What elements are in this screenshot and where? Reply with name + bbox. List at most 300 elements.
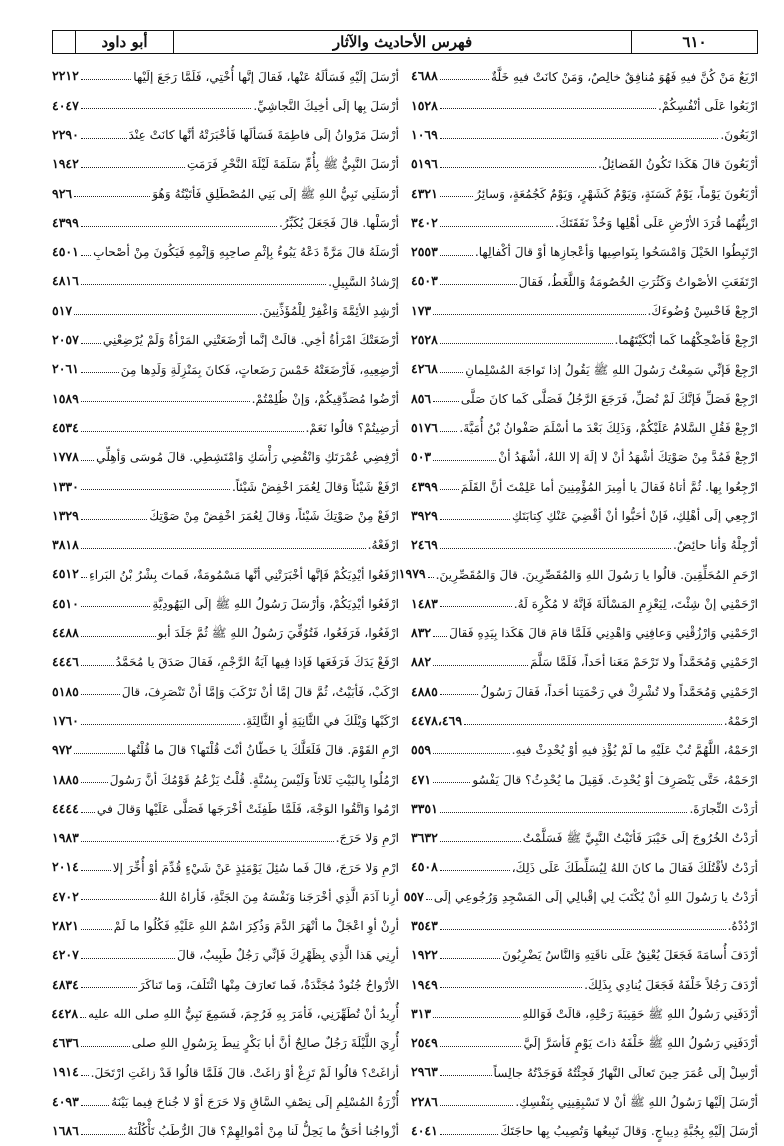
index-entry	[411, 677, 758, 706]
entry-number: ٤٦٨٨	[411, 68, 438, 84]
dot-leader	[440, 1105, 514, 1106]
entry-number: ١٥٨٩	[52, 390, 79, 406]
entry-text: ارْمُلُوا بِالبَيْتِ ثَلاثاً وَلَيْسَ بِسُنَّةٍ. قُلْتُ يَزْعُمُ قَوْمُكَ أنَّ رَسُولَ	[109, 772, 399, 787]
index-entry	[52, 414, 399, 443]
index-entry	[411, 355, 758, 384]
entry-number: ٤٨١٦	[52, 273, 79, 289]
entry-text: ارْتَبِطُوا الخَيْلَ وَامْسَحُوا بِنَواصِيها وَأعْجازِها أوْ قالَ أكْفالِها.	[474, 245, 758, 260]
index-entry	[52, 707, 399, 736]
entry-text: ارْجِعْ فَقُلِ السَّلامُ عَلَيْكُمْ، وَذَلِكَ بَعْدَ ما أسْلَمَ صَفْوانُ بْنُ أُمَيَّةَ.	[459, 421, 758, 436]
dot-leader	[81, 284, 326, 285]
dot-leader	[440, 929, 726, 930]
entry-number: ٨٥٦	[411, 390, 432, 406]
dot-leader	[74, 314, 257, 315]
dot-leader	[440, 1134, 499, 1135]
header-blank-cell	[53, 31, 75, 53]
entry-text: أرْضُوا مُصَدِّقِيكُمْ، وَإنْ ظُلِمْتُمْ.	[251, 391, 399, 406]
entry-number: ٥١٧	[52, 302, 73, 318]
dot-leader	[440, 255, 473, 256]
index-entry	[403, 882, 758, 911]
index-entry	[52, 91, 399, 120]
entry-text: ارْحَمْهُ، اللَّهُمَّ تُبْ عَلَيْهِ ما لَمْ يُؤْذِ فيهِ أوْ يُحْدِثْ فيهِ.	[511, 743, 758, 758]
dot-leader	[440, 606, 512, 607]
entry-text: ارْحَمِ المُحَلِّقِينَ. قالُوا يا رَسُولَ اللهِ وَالمُقَصِّرِينَ. قالَ وَالمُقَصِّرِينَ.	[435, 567, 758, 582]
index-entry	[52, 794, 399, 823]
entry-text: ارْفَعْ يَدَكَ فَرَفَعَها فَإذا فِيها آيَةُ الرَّجْمِ، فَقالَ صَدَقَ يا مُحَمَّدُ	[115, 655, 399, 670]
dot-leader	[426, 899, 432, 900]
dot-leader	[81, 108, 251, 109]
dot-leader	[440, 108, 656, 109]
entry-text: أرْفِضِي عُمْرَتَكِ وَانْقُضِي رَأْسَكِ وَامْتَشِطِي. قالَ مُوسَى وَأهِلِّي	[96, 450, 399, 465]
entry-text: ارْتَفَعَتِ الأصْواتُ وَكَثُرَتِ الخُصُومَةُ وَاللَّغَطُ، فَقالَ	[518, 274, 758, 289]
entry-text: أُرِيدُ أنْ تُطَهِّرَنِي، فَأمَرَ بِهِ فَرُجِمَ، فَسَمِعَ نَبِيُّ اللهِ صلى الله عليه	[88, 1007, 399, 1022]
dot-leader	[81, 606, 150, 607]
index-entry	[52, 208, 399, 237]
entry-text: الأرْواحُ جُنُودٌ مُجَنَّدَةٌ، فَما تَعارَفَ مِنْها ائْتَلَفَ، وَما تَناكَرَ	[138, 977, 399, 992]
entry-text: أرْدَفَنِي رَسُولُ اللهِ ﷺ خَلْفَهُ ذاتَ يَوْمٍ فَأسَرَّ إلَيَّ	[523, 1036, 758, 1051]
entry-text: أرْسَلَ إلَيْهِ فَسَألَهُ عَنْها، فَقالَ إنَّها أُخْتِي، فَلَمَّا رَجَعَ إلَيْها	[133, 69, 399, 84]
dot-leader	[81, 343, 101, 344]
dot-leader	[433, 782, 470, 783]
index-entry	[411, 384, 758, 413]
entry-number: ١٩٤٢	[52, 156, 79, 172]
entry-number: ٤٧٠٢	[52, 888, 79, 904]
entry-number: ١٣٣٠	[52, 478, 79, 494]
entry-text: ارْجِعْ فَاحْسِنْ وُضُوءَكَ.	[647, 303, 758, 318]
dot-leader	[81, 167, 185, 168]
index-entry	[411, 238, 758, 267]
dot-leader	[440, 519, 510, 520]
index-entry	[411, 794, 758, 823]
entry-number: ٩٧٢	[52, 742, 73, 758]
index-entry	[52, 1058, 399, 1087]
entry-number: ٤٨٣٤	[52, 976, 79, 992]
entry-number: ٣٣٥١	[411, 800, 438, 816]
entry-text: أرْبَعُونَ قالَ هَكَذا تَكُونُ الفَضائِلُ.	[597, 157, 758, 172]
entry-text: أزاغَتْ؟ قالُوا لَمْ تَزِغْ أوْ زاغَتْ. قالَ فَلَمَّا قالُوا قَدْ زاغَتِ ارْتَحَلَ.	[90, 1065, 399, 1080]
entry-text: أرْبَعُونَ يَوْماً، يَوْمٌ كَسَنَةٍ، وَيَوْمٌ كَشَهْرٍ، وَيَوْمٌ كَجُمُعَةٍ، وَسائِرُ	[475, 186, 758, 201]
entry-number: ١٥٢٨	[411, 97, 438, 113]
entry-text: أرْجِلْهُ وَأنا حائِضٌ.	[673, 538, 758, 553]
entry-number: ١٧٣	[411, 302, 432, 318]
index-entry	[411, 179, 758, 208]
entry-number: ٤٤٤٦	[52, 654, 79, 670]
dot-leader	[440, 226, 553, 227]
entry-number: ٤٥١٢	[52, 566, 79, 582]
index-entry	[411, 472, 758, 501]
entry-number: ٢٩٦٣	[411, 1064, 438, 1080]
entry-text: ارْحَمْنِي وَمُحَمَّداً ولا تَرْحَمْ مَعَنا أحَداً، فَلَمَّا سَلَّمَ	[530, 655, 758, 670]
entry-number: ١٧٦٠	[52, 712, 79, 728]
entry-number: ٣٦٣٢	[411, 830, 438, 846]
dot-leader	[440, 1046, 522, 1047]
entry-number: ٣٨١٨	[52, 537, 79, 553]
entry-number: ١٨٨٥	[52, 771, 79, 787]
index-entry	[411, 707, 758, 736]
entry-text: أرَدْتَ التِّجارَةَ.	[689, 801, 758, 816]
dot-leader	[81, 782, 108, 783]
dot-leader	[440, 167, 596, 168]
dot-leader	[440, 489, 459, 490]
entry-text: إرْشادُ السَّبِيلِ.	[328, 274, 399, 289]
index-entry	[411, 501, 758, 530]
entry-number: ٩٢٦	[52, 185, 73, 201]
entry-text: أرْدَفَنِي رَسُولُ اللهِ ﷺ حَقِيبَةَ رَحْلِهِ، قالَتْ فَوَاللهِ	[522, 1007, 758, 1022]
dot-leader	[81, 138, 127, 139]
entry-number: ٤٥٣٤	[52, 419, 79, 435]
dot-leader	[81, 724, 240, 725]
entry-number: ٥٠٣	[411, 449, 432, 465]
page-header	[52, 30, 758, 54]
index-entry	[411, 1117, 758, 1146]
dot-leader	[81, 841, 334, 842]
dot-leader	[440, 958, 500, 959]
index-entry	[52, 326, 399, 355]
dot-leader	[428, 577, 434, 578]
index-entry	[411, 414, 758, 443]
dot-leader	[81, 665, 114, 666]
index-entry	[52, 619, 399, 648]
dot-leader	[81, 1046, 130, 1047]
entry-number: ٨٣٢	[411, 625, 432, 641]
index-entry	[411, 765, 758, 794]
entry-number: ١٧٧٨	[52, 449, 79, 465]
book-name: أبو داود	[75, 31, 173, 53]
entry-text: أرْدَفَ رَجُلاً خَلْفَهُ فَجَعَلَ يُنادِي بِذَلِكَ.	[584, 977, 758, 992]
index-entry	[52, 1000, 399, 1029]
entry-text: ارْفَعْهُ.	[367, 538, 399, 553]
entry-text: ارْفَعُوا أيْدِيَكُمْ فَإنَّها أخْبَرَتْنِي أنَّها مَسْمُومَةٌ، فَماتَ بِشْرُ بْنُ البَراءِ	[89, 567, 399, 582]
entry-text: ارْفَعُوا أيْدِيَكُمْ، وَأرْسَلَ رَسُولُ اللهِ ﷺ إلَى اليَهُودِيَّةِ	[152, 596, 399, 611]
entry-number: ٢٢١٢	[52, 68, 79, 84]
dot-leader	[440, 372, 463, 373]
entry-text: أرْسَلْها. قالَ فَجَعَلَ يُكَبِّرُ.	[279, 216, 399, 231]
index-entry	[411, 912, 758, 941]
dot-leader	[81, 79, 131, 80]
entry-number: ٢٨٢١	[52, 918, 79, 933]
left-column	[51, 62, 405, 1139]
index-page	[51, 30, 758, 1139]
index-entry	[411, 267, 758, 296]
index-entry	[411, 208, 758, 237]
dot-leader	[81, 460, 94, 461]
entry-number: ٤٠٤٧	[52, 97, 79, 113]
dot-leader	[440, 196, 473, 197]
dot-leader	[433, 314, 645, 315]
entry-text: أرَدْتُ الخُرُوجَ إلَى خَيْبَرَ فَأتَيْتُ النَّبِيَّ ﷺ فَسَلَّمْتُ	[522, 831, 758, 846]
dot-leader	[433, 1017, 520, 1018]
entry-number: ٣١٣	[411, 1005, 432, 1021]
index-entry	[52, 150, 399, 179]
entry-text: ارْبَعُوا عَلَى أنْفُسِكُمْ.	[658, 98, 758, 113]
entry-number: ٤٥٠١	[52, 244, 79, 260]
entry-text: أرْسَلَ إلَيْها رَسُولُ اللهِ ﷺ أنْ لا تَسْبِقِينِي بِنَفْسِكِ.	[515, 1094, 758, 1109]
dot-leader	[81, 431, 304, 432]
entry-number: ٤٤٧٨،٤٦٩	[411, 712, 463, 728]
entry-number: ٢٥٢٨	[411, 332, 438, 348]
index-entry	[52, 912, 399, 941]
entry-text: ارْجِعْ فَأضْحِكْهُما كَما أبْكَيْتَهُما.	[614, 333, 758, 348]
entry-number: ٢٥٤٩	[411, 1035, 438, 1051]
entry-text: أُزْرَةُ المُسْلِمِ إلَى نِصْفِ السَّاقِ وَلا حَرَجَ أوْ لا جُناحَ فِيما بَيْنَهُ	[111, 1094, 399, 1109]
index-entry	[411, 970, 758, 999]
entry-number: ٢٢٩٠	[52, 126, 79, 142]
entry-text: ارْبِنُّهُما قُرَدَ الأرْضِ عَلَى أهْلِها وَخُذْ نَفَقَتَكَ.	[555, 216, 758, 231]
index-entry	[411, 619, 758, 648]
entry-text: ارْمِ وَلا حَرَجَ.	[335, 831, 399, 846]
dot-leader	[81, 987, 137, 988]
dot-leader	[464, 724, 722, 725]
dot-leader	[440, 284, 517, 285]
dot-leader	[80, 1017, 86, 1018]
entry-number: ١٩١٤	[52, 1064, 79, 1080]
entry-text: ارْفَعُوا، فَرَفَعُوا، فَتُوُفِّيَ رَسُولُ اللهِ ﷺ ثُمَّ جَلَدَ أبو	[157, 626, 399, 641]
index-entry	[52, 560, 399, 589]
index-entry	[52, 677, 399, 706]
entry-text: ارْحَمْهُ، حَتَّى يَنْصَرِفَ أوْ يُحْدِثَ. فَقِيلَ ما يُحْدِثُ؟ قالَ يَفْسُو	[472, 772, 758, 787]
index-entry	[52, 1087, 399, 1116]
dot-leader	[81, 812, 95, 813]
entry-text: أرِنْ أوِ اعْجَلْ ما أنْهَرَ الدَّمَ وَذُكِرَ اسْمُ اللهِ عَلَيْهِ فَكُلُوا ما لَمْ	[113, 919, 399, 934]
dot-leader	[81, 1105, 109, 1106]
right-column	[398, 62, 758, 1139]
index-entry	[411, 824, 758, 853]
index-entry	[52, 296, 399, 325]
index-entry	[411, 531, 758, 560]
index-entry	[411, 1000, 758, 1029]
entry-number: ١٩٨٣	[52, 830, 79, 846]
entry-number: ٤٠٩٣	[52, 1093, 79, 1109]
index-entry	[52, 648, 399, 677]
entry-number: ٤٣٩٩	[411, 478, 438, 494]
dot-leader	[433, 401, 459, 402]
entry-number: ٤٣٩٩	[52, 214, 79, 230]
entry-number: ٤٥٠٨	[411, 859, 438, 875]
entry-number: ٤٠٤١	[411, 1123, 438, 1139]
index-entry	[411, 1058, 758, 1087]
dot-leader	[433, 636, 447, 637]
dot-leader	[81, 899, 157, 900]
entry-number: ٢٠١٤	[52, 859, 79, 875]
index-entry	[52, 970, 399, 999]
entry-number: ٥١٧٦	[411, 419, 438, 435]
dot-leader	[81, 1075, 89, 1076]
entry-number: ٢٠٦١	[52, 361, 79, 377]
entry-text: ارْجِعْ فَصَلِّ فَإنَّكَ لَمْ تُصَلِّ، فَرَجَعَ الرَّجُلُ فَصَلَّى كَما كانَ صَلَّى	[460, 391, 758, 406]
index-entry	[411, 853, 758, 882]
index-entry	[52, 384, 399, 413]
dot-leader	[81, 1134, 126, 1135]
entry-number: ٥١٩٦	[411, 156, 438, 172]
index-entry	[411, 62, 758, 91]
index-entry	[411, 941, 758, 970]
dot-leader	[81, 636, 156, 637]
entry-number: ٣٤٠٢	[411, 214, 438, 230]
dot-leader	[433, 665, 528, 666]
entry-text: ارْحَمْنِي وَارْزُقْنِي وَعافِنِي وَاهْدِنِي فَلَمَّا قامَ قالَ هَكَذا بِيَدِهِ فَقالَ	[449, 626, 758, 641]
dot-leader	[433, 753, 510, 754]
entry-text: ارْحَمْهُ.	[723, 714, 758, 729]
entry-text: أرَدْتُ يا رَسُولَ اللهِ أنْ يُكْتَبَ لِي إقْبالِي إلَى المَسْجِدِ وَرُجُوعِي إلَى	[433, 889, 758, 904]
entry-number: ٢٠٥٧	[52, 332, 79, 348]
index-entry	[52, 501, 399, 530]
entry-text: ارْبَعُونَ.	[720, 128, 758, 143]
entry-number: ١٦٨٦	[52, 1123, 79, 1139]
entry-text: أرْسَلَنِي نَبِيُّ اللهِ ﷺ إلَى بَنِي المُصْطَلِقِ فَأتَيْتُهُ وَهُوَ	[152, 186, 399, 201]
dot-leader	[440, 841, 521, 842]
entry-text: أرْضَعَتْكَ امْرَأةُ أخِي. قالَتْ إنَّما أرْضَعَتْنِي المَرْأةُ وَلَمْ يُرْضِعْنِي	[102, 333, 399, 348]
index-entry	[411, 648, 758, 677]
dot-leader	[440, 870, 510, 871]
entry-text: ارْحَمْنِي وَمُحَمَّداً ولا تُشْرِكْ في رَحْمَتِنا أحَداً، فَقالَ رَسُولُ	[480, 684, 758, 699]
index-entry	[52, 355, 399, 384]
dot-leader	[81, 548, 366, 549]
entry-text: أُرِيَ اللَّيْلَةَ رَجُلٌ صالِحٌ أنَّ أبا بَكْرٍ نِيطَ بِرَسُولِ اللهِ صلى	[131, 1036, 399, 1051]
entry-text: أرْسَلَ النَّبِيُّ ﷺ بِأُمِّ سَلَمَةَ لَيْلَةَ النَّحْرِ فَرَمَتِ	[186, 157, 399, 172]
index-entry	[411, 736, 758, 765]
entry-text: أرْسِلْ إلَى عُمَرَ حِينَ تَعالَى النَّهارُ فَجِئْتُهُ فَوَجَدْتُهُ جالِساً	[493, 1065, 758, 1080]
entry-text: ارْدُدْهُ.	[727, 919, 758, 934]
dot-leader	[81, 958, 175, 959]
index-entry	[411, 121, 758, 150]
dot-leader	[81, 577, 87, 578]
dot-leader	[81, 519, 147, 520]
entry-number: ١٩٢٢	[411, 947, 438, 963]
entry-text: ارْفَعْ شَيْئاً وَقالَ لِعُمَرَ اخْفِضْ شَيْئاً.	[231, 479, 399, 494]
entry-text: ارْمِ وَلا حَرَجَ، قالَ فَما سُئِلَ يَوْمَئِذٍ عَنْ شَيْءٍ قُدِّمَ أوْ أُخِّرَ إلا	[112, 860, 399, 875]
index-entry	[411, 589, 758, 618]
entry-text: أرَدْتُ لأقْتُلَكَ فَقالَ ما كانَ اللهُ لِيُسَلِّطَكَ عَلَى ذَلِكَ،	[511, 860, 758, 875]
entry-number: ١٤٨٣	[411, 595, 438, 611]
dot-leader	[81, 255, 91, 256]
dot-leader	[74, 753, 125, 754]
entry-text: ارْكَبْها وَيْلَكَ في الثَّانِيَةِ أوِ الثَّالِثَةِ.	[242, 714, 399, 729]
index-entry	[52, 238, 399, 267]
index-entry	[52, 121, 399, 150]
dot-leader	[81, 870, 111, 871]
entry-text: ارْمُوا وَاتَّقُوا الوَجْهَ، فَلَمَّا طَفِئَتْ أخْرَجَها فَصَلَّى عَلَيْها وَقالَ في	[96, 801, 399, 816]
index-entry	[52, 443, 399, 472]
entry-text: أرْشِدِ الأئِمَّةَ وَاغْفِرْ لِلْمُؤَذِّنِينَ.	[258, 303, 399, 318]
entry-number: ٥١٨٥	[52, 683, 79, 699]
index-entry	[52, 736, 399, 765]
entry-number: ٢٥٥٣	[411, 244, 438, 260]
dot-leader	[81, 694, 120, 695]
index-entry	[411, 1029, 758, 1058]
dot-leader	[81, 929, 112, 930]
dot-leader	[74, 196, 150, 197]
entry-number: ٣٥٤٣	[411, 918, 438, 933]
index-entry	[411, 443, 758, 472]
index-entry	[52, 853, 399, 882]
dot-leader	[440, 79, 489, 80]
index-entry	[411, 150, 758, 179]
dot-leader	[440, 431, 458, 432]
index-entry	[52, 824, 399, 853]
entry-number: ٥٥٧	[403, 888, 424, 904]
dot-leader	[81, 489, 230, 490]
index-entry	[398, 560, 758, 589]
entry-number: ٤٨٨٥	[411, 683, 438, 699]
index-entry	[52, 1117, 399, 1146]
entry-text: ارْجِعْ فَمُدَّ مِنْ صَوْتِكَ أشْهَدُ أنْ لا إلَهَ إلا اللهُ، أشْهَدُ أنْ	[498, 450, 758, 465]
entry-text: أرِنِي هَذا الَّذِي بِظَهْرِكَ فَإنِّي رَجُلٌ طَبِيبٌ، قالَ	[176, 948, 399, 963]
index-entry	[52, 62, 399, 91]
entry-text: ارْمِ القَوْمَ. قالَ فَلَعَلَّكَ يا حَطّانُ أنْتَ قُلْتَها؟ قالَ ما قُلْتُها	[127, 743, 399, 758]
index-entry	[52, 267, 399, 296]
page-number: ٦١٠	[631, 31, 757, 53]
entry-number: ١٠٦٩	[411, 126, 438, 142]
entry-number: ٥٥٩	[411, 742, 432, 758]
index-entry	[411, 91, 758, 120]
dot-leader	[81, 372, 119, 373]
entry-number: ٤٢٠٧	[52, 947, 79, 963]
entry-number: ٤٥١٠	[52, 595, 79, 611]
entry-number: ٤٤٨٨	[52, 625, 79, 641]
entry-number: ٤٥٠٣	[411, 273, 438, 289]
entry-text: أرْدَفَ أُسامَةَ فَجَعَلَ يُعْنِقُ عَلَى ناقَتِهِ وَالنَّاسُ يَضْرِبُونَ	[502, 948, 758, 963]
entry-text: أرْسَلَ مَرْوانُ إلَى فاطِمَةَ فَسَألَها فَأخْبَرَتْهُ أنَّها كانَتْ عِنْدَ	[128, 128, 399, 143]
entry-text: ارْفَعْ مِنْ صَوْتِكَ شَيْئاً، وَقالَ لِعُمَرَ اخْفِضْ مِنْ صَوْتِكَ	[149, 509, 399, 523]
index-entry	[411, 326, 758, 355]
dot-leader	[81, 226, 277, 227]
index-entry	[411, 296, 758, 325]
index-entry	[52, 179, 399, 208]
dot-leader	[440, 1075, 492, 1076]
entry-text: ارْجِعُوا بِها. ثُمَّ أتاهُ فَقالَ يا أمِيرَ المُؤْمِنِينَ أما عَلِمْتَ أنَّ القَلَمَ	[460, 479, 758, 494]
entry-text: أرْسَلَ بِها إلَى أخِيكَ النَّجاشِيِّ.	[253, 98, 399, 113]
entry-number: ٤٣٢١	[411, 185, 438, 201]
index-entry	[52, 589, 399, 618]
dot-leader	[81, 401, 250, 402]
entry-text: ارْكَبْ، فَأبَيْتُ، ثُمَّ قالَ إمَّا أنْ تَرْكَبَ وَإمَّا أنْ تَنْصَرِفَ، قالَ	[121, 684, 399, 699]
page-title: فهرس الأحاديث والآثار	[173, 31, 631, 53]
index-entry	[411, 1087, 758, 1116]
entry-number: ٢٤٦٩	[411, 537, 438, 553]
dot-leader	[440, 694, 479, 695]
index-columns	[51, 62, 758, 1139]
entry-text: أزْواجُنا أحَقُّ ما يَحِلُّ لَنا مِنْ أمْوالِهِمْ؟ قالَ الرُّطَبُ تَأْكُلْنَهُ	[127, 1124, 399, 1139]
entry-number: ٤٢٦٨	[411, 361, 438, 377]
entry-number: ٤٦٣٦	[52, 1035, 79, 1051]
index-entry	[52, 765, 399, 794]
entry-number: ١٩٤٩	[411, 976, 438, 992]
entry-number: ٣٩٢٩	[411, 507, 438, 523]
entry-text: أرَضِيتُمْ؟ قالُوا نَعَمْ.	[305, 421, 399, 436]
entry-text: ارْجِعِي إلَى أهْلِكِ، فَإنْ أحَبُّوا أنْ أقْضِيَ عَنْكِ كِتابَتَكِ	[512, 509, 758, 523]
index-entry	[52, 472, 399, 501]
entry-number: ٤٤٢٨	[51, 1005, 79, 1021]
entry-text: أرِنا آدَمَ الَّذِي أخْرَجَنا وَنَفْسَهُ مِنَ الجَنَّةِ، فَأراهُ اللهُ	[159, 889, 399, 904]
entry-number: ٨٨٢	[411, 654, 432, 670]
index-entry	[52, 531, 399, 560]
entry-number: ٤٧١	[411, 771, 432, 787]
entry-text: ارْبَعٌ مَنْ كُنَّ فيهِ فَهُوَ مُنافِقٌ خالِصٌ، وَمَنْ كانَتْ فيهِ خَلَّةٌ	[491, 69, 758, 84]
index-entry	[52, 882, 399, 911]
entry-text: ارْحَمْنِي إنْ شِئْتَ، لِيَعْزِمِ المَسْألَةَ فَإنَّهُ لا مُكْرِهَ لَهُ.	[513, 596, 758, 611]
dot-leader	[440, 548, 671, 549]
dot-leader	[440, 987, 582, 988]
entry-number: ١٣٢٩	[52, 507, 79, 523]
index-entry	[52, 1029, 399, 1058]
dot-leader	[433, 460, 496, 461]
entry-text: ارْجِعْ فَإنِّي سَمِعْتُ رَسُولَ اللهِ ﷺ يَقُولُ إذا تَواجَهَ المُسْلِمانِ	[465, 362, 758, 377]
entry-text: أرْسَلَ إلَيْهِ بِجُبَّةِ دِيباجٍ. وَقالَ تَبِيعُها وَتُصِيبُ بِها حاجَتَكَ	[500, 1124, 758, 1139]
dot-leader	[440, 812, 688, 813]
dot-leader	[440, 138, 718, 139]
entry-number: ٤٤٤٤	[52, 800, 79, 816]
dot-leader	[440, 343, 613, 344]
